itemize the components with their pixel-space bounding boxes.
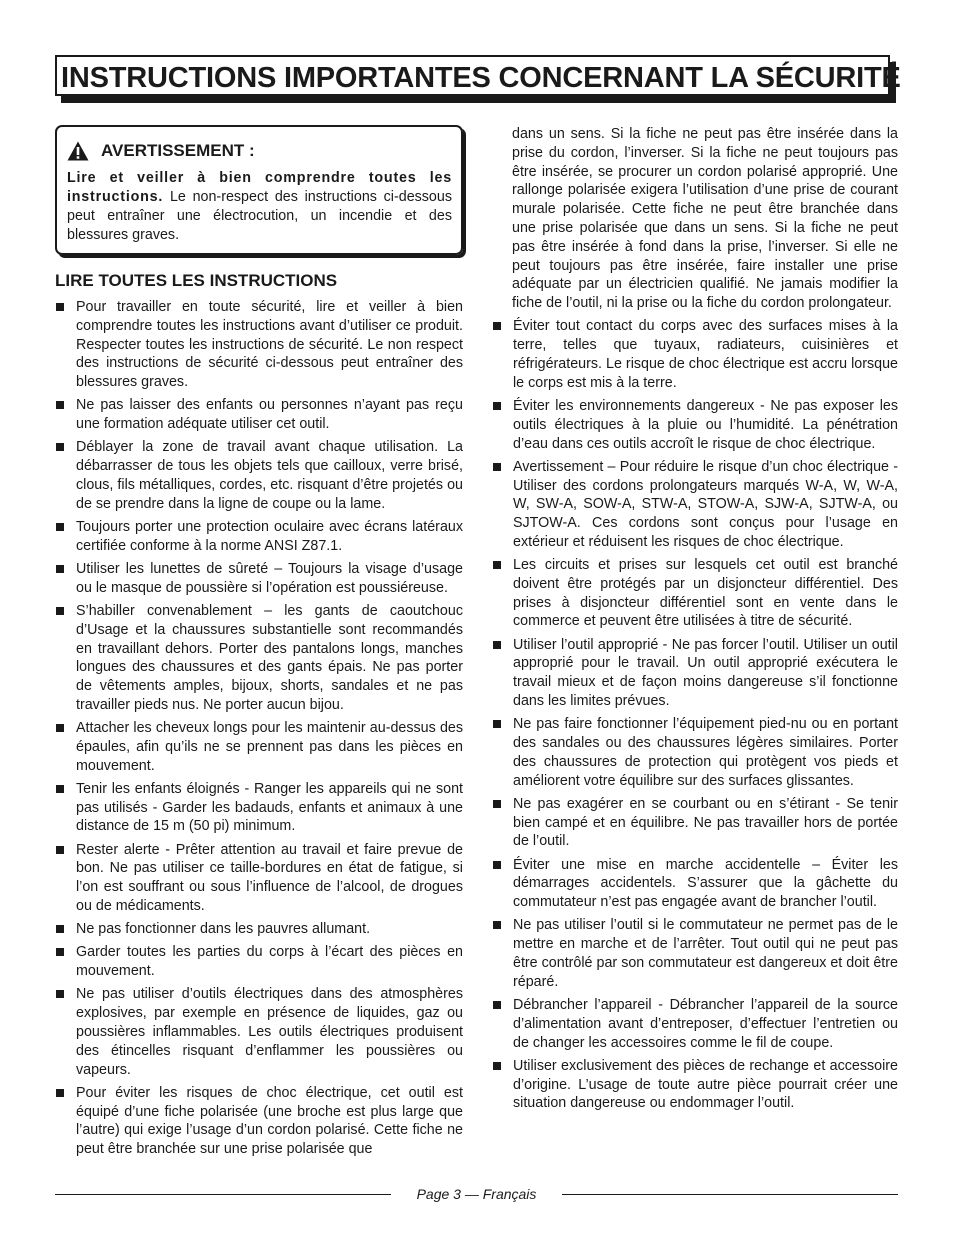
page-number: Page 3 — Français [416,1186,537,1202]
list-item: Toujours porter une protection oculaire avec écrans latéraux certifiée conforme à la norme ANSI Z87.1. [55,518,463,556]
list-item: Pour travailler en toute sécurité, lire et veiller à bien comprendre toutes les instructions avant d’utiliser ce produit. Respecter toutes les instructions de sécurité. Le non respect des instructions de sécurité ci-dessous peut entraîner des blessures graves. [55,298,463,392]
list-item: Ne pas utiliser l’outil si le commutateur ne permet pas de le mettre en marche et de l’arrêter. Tout outil qui ne peut pas être contrôlé par son commutateur est dangereux et doit être réparé. [492,916,898,991]
warning-box [55,125,463,255]
list-item-continuation: dans un sens. Si la fiche ne peut pas être insérée dans la prise du cordon, l’inverser. Si la fiche ne peut toujours pas être insérée, se procurer un cordon polarisé approprié. Une rallonge polarisée exigera l’utilisation d’une prise de courant murale polarisée. Cette fiche ne peut être branchée dans une prise polarisée que dans un sens. Si la fiche ne peut pas être insérée à fond dans la prise, l’inverser. Si elle ne peut toujours pas être insérée, faire installer une prise adéquate par un électricien qualifié. Ne jamais modifier la fiche de l’outil, ni la prise ou la fiche du cordon prolongateur. [512,126,898,312]
warning-triangle-icon [67,141,89,161]
list-item: Débrancher l’appareil - Débrancher l’appareil de la source d’alimentation avant d’entreposer, d’effectuer l’entretien ou de changer les accessoires comme le fil de coupe. [492,996,898,1052]
right-column [492,125,898,1118]
section-title: LIRE TOUTES LES INSTRUCTIONS [55,271,338,290]
list-item: Ne pas utiliser d’outils électriques dans des atmosphères explosives, par exemple en présence de liquides, gaz ou poussières inflammables. Les outils électriques produisent des étincelles risquant d’enflammer les poussières ou vapeurs. [55,985,463,1079]
list-item: Ne pas exagérer en se courbant ou en s’étirant - Se tenir bien campé et en équilibre. Ne pas travailler hors de portée de l’outil. [492,795,898,851]
list-item: Les circuits et prises sur lesquels cet outil est branché doivent être protégés par un disjoncteur différentiel. Des prises à disjoncteur différentiel sont en vente dans le commerce et peuvent être utilisées à titre de sécurité. [492,556,898,631]
list-item: Déblayer la zone de travail avant chaque utilisation. La débarrasser de tous les objets tels que cailloux, verre brisé, clous, fils métalliques, cordes, etc. risquant d’être projetés ou de se prendre dans la ligne de coupe ou la lame. [55,438,463,513]
footer-rule-right [562,1194,898,1195]
warning-body-text: Le non-respect des instructions ci-dessous peut entraîner une électrocution, un incendie et des blessures graves. [67,189,452,243]
left-column [55,125,463,1163]
list-item: Éviter tout contact du corps avec des surfaces mises à la terre, telles que tuyaux, radiateurs, cuisinières et réfrigérateurs. Le risque de choc électrique est accru lorsque le corps est mis à la terre. [492,317,898,392]
list-item: Ne pas laisser des enfants ou personnes n’ayant pas reçu une formation adéquate utiliser cet outil. [55,396,463,434]
list-item: Tenir les enfants éloignés - Ranger les appareils qui ne sont pas utilisés - Garder les badauds, enfants et animaux à une distance de 15 m (50 pi) minimum. [55,780,463,836]
warning-header [67,141,452,161]
list-item: Utiliser l’outil approprié - Ne pas forcer l’outil. Utiliser un outil approprié pour le travail. Un outil approprié exécutera le travail mieux et de façon moins dangereuse s’il fonctionne dans les limites prévues. [492,636,898,711]
list-item: Rester alerte - Prêter attention au travail et faire prevue de bon. Ne pas utiliser ce taille-bordures en état de fatigue, si l’on est souffrant ou sous l’influence de l’alcool, de drogues ou de médicaments. [55,841,463,916]
list-item: Avertissement – Pour réduire le risque d’un choc électrique - Utiliser des cordons prolongateurs marqués W-A, W, W-A, W, SW-A, SOW-A, STW-A, STOW-A, SJW-A, SJTW-A, ou SJTOW-A. Ces cordons sont conçus pour l’usage en extérieur et réduisent les risques de choc électrique. [492,458,898,552]
list-item: Pour éviter les risques de choc électrique, cet outil est équipé d’une fiche polarisée (une broche est plus large que l’autre) qui exige l’usage d’un cordon polarisé. Cette fiche ne peut être branchée sur une prise polarisée que [55,1084,463,1159]
list-item: Éviter les environnements dangereux - Ne pas exposer les outils électriques à la pluie ou l’humidité. La pénétration d’eau dans ces outils accroît le risque de choc électrique. [492,397,898,453]
page-footer [55,1185,898,1205]
right-safety-list [492,125,898,1113]
list-item: Ne pas fonctionner dans les pauvres allumant. [55,920,463,939]
list-item: Attacher les cheveux longs pour les maintenir au-dessus des épaules, afin qu’ils ne se prennent pas dans les pièces en mouvement. [55,719,463,775]
warning-title: AVERTISSEMENT : [101,141,255,160]
left-safety-list [55,298,463,1159]
list-item: Garder toutes les parties du corps à l’écart des pièces en mouvement. [55,943,463,981]
page-title: INSTRUCTIONS IMPORTANTES CONCERNANT LA SÉCURITÉ [61,62,901,94]
list-item: Utiliser les lunettes de sûreté – Toujours la visage d’usage ou le masque de poussière si l’opération est poussiéreuse. [55,560,463,598]
warning-text [67,169,452,245]
warning-bold-text: Lire et veiller à bien comprendre toutes les instructions. [67,170,452,205]
header-box [55,55,901,96]
list-item: Utiliser exclusivement des pièces de rechange et accessoire d’origine. L’usage de toute autre pièce pourrait créer une situation dangereuse ou endommager l’outil. [492,1057,898,1113]
page-header [55,55,901,103]
list-item: S’habiller convenablement – les gants de caoutchouc d’Usage et la chaussures substantielle sont recommandés en travaillant dehors. Porter des pantalons longs, manches longues des chaussures et des gants épais. Ne pas porter de vêtements amples, bijoux, shorts, sandales et ne pas travailler pieds nus. Ne porter aucun bijou. [55,602,463,715]
list-item: Ne pas faire fonctionner l’équipement pied-nu ou en portant des sandales ou des chaussures légères similaires. Porter des chaussures de protection qui protègent vos pieds et améliorent votre équilibre sur des surfaces glissantes. [492,715,898,790]
footer-rule-left [55,1194,391,1195]
list-item: Éviter une mise en marche accidentelle – Éviter les démarrages accidentels. S’assurer que la gâchette du commutateur n’est pas engagée avant de brancher l’outil. [492,856,898,912]
